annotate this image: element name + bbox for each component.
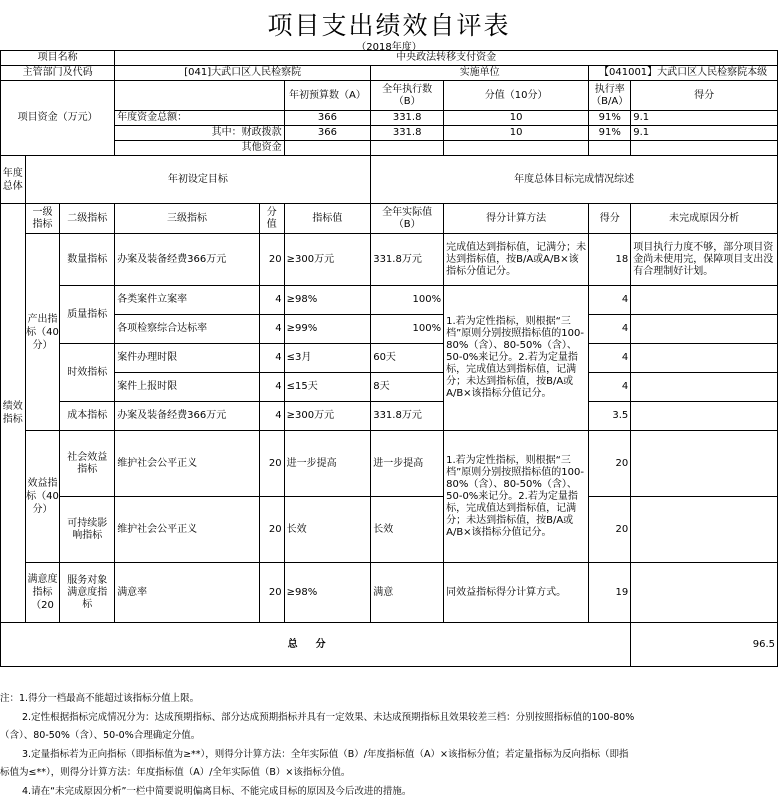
r3-score: 4 [259,315,284,344]
col-budget: 年初预算数（A） [284,81,371,111]
initial-goal-header: 年初设定目标 [25,156,371,204]
r8-l3: 维护社会公平正义 [115,497,260,563]
r3-l3: 各项检察综合达标率 [115,315,260,344]
r3-got: 4 [589,315,631,344]
total-funds-label: 年度资金总额： [115,111,284,126]
col-score: 分值（10分） [444,81,589,111]
r9-actual: 满意 [371,563,444,623]
r6-score: 4 [259,402,284,431]
col-got-2: 得分 [589,204,631,234]
col-rate: 执行率（B/A） [589,81,631,111]
evaluation-table [0,50,778,667]
r8-l2: 可持续影响指标 [60,497,115,563]
note-2-cont: （含）、80-50%（含）、50-0%合理确定分值。 [0,727,778,746]
fiscal-rate: 91% [589,126,631,141]
report-year: （2018年度） [0,38,778,53]
r9-score: 20 [259,563,284,623]
total-exec: 331.8 [371,111,444,126]
col-got: 得分 [694,90,714,101]
note-3-cont: 标值为≤**），则得分计算方法：年度指标值（A）/全年实际值（B）×该指标分值。 [0,764,778,783]
note-3: 3.定量指标若为正向指标（即指标值为≥**），则得分计算方法：全年实际值（B）/年度指标值（A）×该指标分值；若定量指标为反向指标（即指 [0,746,778,765]
r1-l3: 办案及装备经费366万元 [115,234,260,286]
r1-actual: 331.8万元 [371,234,444,286]
fiscal-exec: 331.8 [371,126,444,141]
r5-score: 4 [259,373,284,402]
dept-label: 主管部门及代码 [1,66,115,81]
r2-l3: 各类案件立案率 [115,286,260,315]
r6-l2: 成本指标 [60,402,115,431]
r8-actual: 长效 [371,497,444,563]
r2-score: 4 [259,286,284,315]
funds-label: 项目资金（万元） [1,81,115,156]
r1-method: 完成值达到指标值，记满分；未达到指标值，按B/A或A/B×该指标分值记分。 [444,234,589,286]
col-reason: 未完成原因分析 [631,204,778,234]
r9-l3: 满意率 [115,563,260,623]
r5-target: ≤15天 [284,373,371,402]
effect-indicator-label: 效益指标（40分） [25,431,60,563]
r2-got: 4 [589,286,631,315]
r4-score: 4 [259,344,284,373]
total-rate: 91% [589,111,631,126]
r7-got: 20 [589,431,631,497]
r2-l2: 质量指标 [60,286,115,344]
impl-label: 实施单位 [371,66,589,81]
total-label: 总分 [1,623,631,667]
effect-method: 1.若为定性指标，则根据“三档”原则分别按照指标值的100-80%（含）、80-50%（含）、50-0%来记分。2.若为定量指标，完成值达到指标值，记满分；未达到指标值，按B/A或A/B×该指标分值记分。 [444,431,589,563]
col-method [631,81,778,111]
r3-actual: 100% [371,315,444,344]
fiscal-score: 10 [444,126,589,141]
actual-goal-header: 年度总体目标完成情况综述 [371,156,778,204]
dept-value: [041]大武口区人民检察院 [115,66,371,81]
satisfaction-indicator-label: 满意度指标（20 [25,563,60,623]
r5-l3: 案件上报时限 [115,373,260,402]
total-score: 96.5 [631,623,778,667]
r6-got: 3.5 [589,402,631,431]
r5-got: 4 [589,373,631,402]
col-exec: 全年执行数（B） [371,81,444,111]
r8-score: 20 [259,497,284,563]
r7-l3: 维护社会公平正义 [115,431,260,497]
r6-target: ≥300万元 [284,402,371,431]
r6-l3: 办案及装备经费366万元 [115,402,260,431]
r7-actual: 进一步提高 [371,431,444,497]
r4-l3: 案件办理时限 [115,344,260,373]
r8-got: 20 [589,497,631,563]
r1-target: ≥300万元 [284,234,371,286]
col-actual: 全年实际值（B） [371,204,444,234]
col-l3: 三级指标 [115,204,260,234]
fiscal-label: 其中：财政拨款 [115,126,284,141]
col-target: 指标值 [284,204,371,234]
year-goal-label: 年度总体 [1,156,26,204]
r1-score: 20 [259,234,284,286]
r9-got: 19 [589,563,631,623]
r4-got: 4 [589,344,631,373]
page-title: 项目支出绩效自评表 [0,6,778,42]
project-name: 中央政法转移支付资金 [115,51,778,66]
other-funds-label: 其他资金 [115,141,284,156]
total-budget: 366 [284,111,371,126]
r8-target: 长效 [284,497,371,563]
total-score: 10 [444,111,589,126]
fiscal-got: 9.1 [631,126,778,141]
output-indicator-label: 产出指标（40分） [25,234,60,431]
r4-l2: 时效指标 [60,344,115,402]
sat-method: 同效益指标得分计算方式。 [444,563,589,623]
r3-target: ≥99% [284,315,371,344]
notes [0,690,778,801]
r9-target: ≥98% [284,563,371,623]
r7-score: 20 [259,431,284,497]
col-score-2: 分值 [259,204,284,234]
r2-target: ≥98% [284,286,371,315]
col-method-2: 得分计算方法 [444,204,589,234]
note-2: 2.定性根据指标完成情况分为：达成预期指标、部分达成预期指标并具有一定效果、未达成预期指标且效果较差三档：分别按照指标值的100-80% [0,709,778,728]
note-4: 4.请在“未完成原因分析”一栏中简要说明偏离目标、不能完成目标的原因及今后改进的措施。 [0,783,778,801]
perf-indicator-label: 绩效指标 [1,204,26,623]
output-method: 1.若为定性指标，则根据“三档”原则分别按照指标值的100-80%（含）、80-50%（含）、50-0%来记分。2.若为定量指标，完成值达到指标值，记满分；未达到指标值，按B/A或A/B×该指标分值记分。 [444,286,589,431]
funds-blank [115,81,284,111]
note-1: 注：1.得分一档最高不能超过该指标分值上限。 [0,690,778,709]
col-l2: 二级指标 [60,204,115,234]
r6-actual: 331.8万元 [371,402,444,431]
r4-actual: 60天 [371,344,444,373]
impl-value: 【041001】大武口区人民检察院本级 [589,66,778,81]
r4-target: ≤3月 [284,344,371,373]
fiscal-budget: 366 [284,126,371,141]
col-l1: 一级指标 [25,204,60,234]
r7-target: 进一步提高 [284,431,371,497]
r1-l2: 数量指标 [60,234,115,286]
r1-got: 18 [589,234,631,286]
r1-reason: 项目执行力度不够，部分项目资金尚未使用完，保障项目支出没有合理制好计划。 [631,234,778,286]
r7-l2: 社会效益指标 [60,431,115,497]
total-got: 9.1 [631,111,778,126]
project-name-label: 项目名称 [1,51,115,66]
r5-actual: 8天 [371,373,444,402]
r9-l2: 服务对象满意度指标 [60,563,115,623]
r2-actual: 100% [371,286,444,315]
